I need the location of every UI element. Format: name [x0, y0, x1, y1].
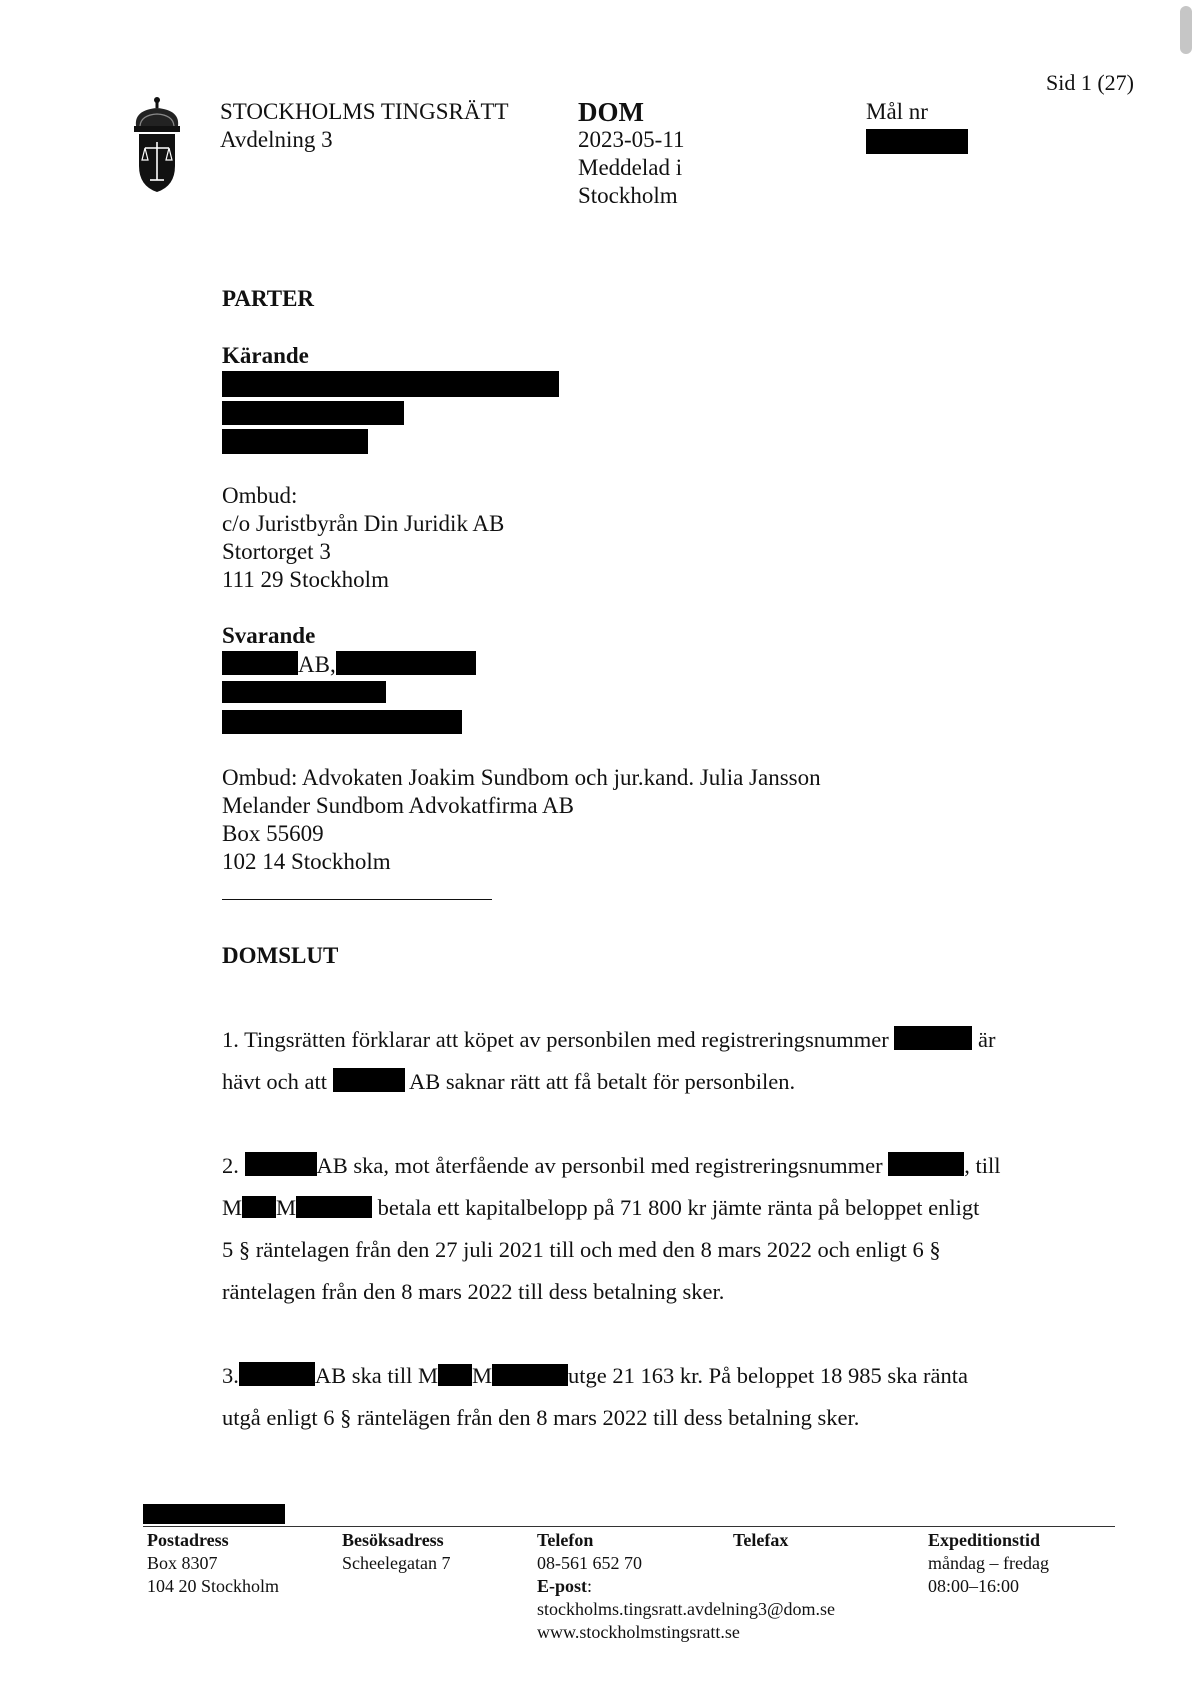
footer-email[interactable]: stockholms.tingsratt.avdelning3@dom.se [537, 1599, 836, 1619]
judgment-heading: DOMSLUT [222, 943, 339, 968]
judgment-date: 2023-05-11 [578, 127, 685, 152]
issued-line-1: Meddelad i [578, 155, 683, 180]
issued-line-2: Stockholm [578, 183, 678, 208]
item-2-line-3: 5 § räntelagen från den 27 juli 2021 till och med den 8 mars 2022 och enligt 6 § [222, 1237, 941, 1262]
footer-email-label-row [537, 1575, 835, 1598]
redaction-plaintiff-name-part [438, 1364, 472, 1386]
item-2-text-a: 2. [222, 1153, 239, 1178]
redaction-plaintiff-city [222, 429, 368, 454]
footer-hours-label: Expeditionstid [928, 1530, 1041, 1550]
redaction-defendant-company [245, 1152, 317, 1176]
defendant-counsel [222, 764, 821, 876]
redaction-plaintiff-name [222, 371, 559, 397]
item-3-line-1 [222, 1355, 1072, 1397]
footer-hours [928, 1529, 1049, 1598]
court-block [220, 98, 509, 154]
footer-postal [147, 1529, 279, 1598]
footer-visit [342, 1529, 450, 1575]
footer-website[interactable]: www.stockholmstingsratt.se [537, 1622, 740, 1642]
plaintiff-counsel-line-2: Stortorget 3 [222, 539, 331, 564]
item-2-line-1 [222, 1145, 1072, 1187]
redaction-case-number [866, 129, 968, 154]
item-1-text-c: hävt och att [222, 1069, 327, 1094]
redaction-defendant-address [222, 681, 386, 703]
court-name: STOCKHOLMS TINGSRÄTT [220, 99, 509, 124]
footer-postal-label: Postadress [147, 1530, 229, 1550]
item-1-text-b: är [977, 1027, 996, 1052]
judgment-item-3 [222, 1355, 1072, 1439]
redaction-plaintiff-name-part [492, 1364, 568, 1386]
scrollbar-thumb[interactable] [1180, 6, 1192, 54]
item-3-text-d: utge 21 163 kr. På beloppet 18 985 ska ränta [568, 1363, 968, 1388]
defendant-counsel-line-1: Ombud: Advokaten Joakim Sundbom och jur.kand. Julia Jansson [222, 765, 821, 790]
item-1-text-a: 1. Tingsrätten förklarar att köpet av personbilen med registreringsnummer [222, 1027, 889, 1052]
footer-visit-line-1: Scheelegatan 7 [342, 1553, 451, 1573]
document-type: DOM [578, 97, 644, 127]
footer-fax [733, 1529, 788, 1552]
defendant-heading: Svarande [222, 623, 316, 648]
item-1-line-2 [222, 1061, 1072, 1103]
case-number-label: Mål nr [866, 99, 928, 124]
plaintiff-counsel-line-1: c/o Juristbyrån Din Juridik AB [222, 511, 505, 536]
item-2-text-f: betala ett kapitalbelopp på 71 800 kr jämte ränta på beloppet enligt [377, 1195, 980, 1220]
item-2-text-b: AB ska, mot återfående av personbil med registreringsnummer [316, 1153, 883, 1178]
footer-email-label: E-post [537, 1576, 588, 1596]
redaction-plaintiff-name-part [242, 1196, 276, 1218]
item-2-text-c: , till [964, 1153, 1001, 1178]
redaction-registration-number [888, 1152, 964, 1176]
item-2-line-4: räntelagen från den 8 mars 2022 till dess betalning sker. [222, 1279, 725, 1304]
redaction-registration-number [894, 1026, 972, 1050]
judgment-item-1 [222, 1019, 1072, 1103]
footer-phone-number: 08-561 652 70 [537, 1553, 642, 1573]
item-3-line-2: utgå enligt 6 § räntelägen från den 8 mars 2022 till dess betalning sker. [222, 1405, 860, 1430]
plaintiff-counsel [222, 482, 504, 594]
footer-hours-days: måndag – fredag [928, 1553, 1049, 1573]
item-2-text-d: M [222, 1195, 243, 1220]
item-1-line-1 [222, 1019, 1072, 1061]
defendant-counsel-line-3: Box 55609 [222, 821, 324, 846]
redaction-document-id [143, 1504, 285, 1524]
redaction-defendant-company [239, 1362, 315, 1386]
footer-phone-label: Telefon [537, 1530, 594, 1550]
parties-heading: PARTER [222, 286, 315, 311]
item-3-text-b: AB ska till M [314, 1363, 439, 1388]
defendant-counsel-line-2: Melander Sundbom Advokatfirma AB [222, 793, 574, 818]
redaction-plaintiff-address [222, 401, 404, 425]
redaction-plaintiff-name-part [296, 1196, 372, 1218]
defendant-company-suffix: AB, [298, 652, 336, 677]
judgment-item-2 [222, 1145, 1072, 1313]
footer-divider [143, 1526, 1115, 1527]
section-divider [222, 899, 492, 900]
item-2-text-e: M [276, 1195, 297, 1220]
judgment-meta [578, 98, 684, 210]
item-3-text-a: 3. [222, 1363, 239, 1388]
item-3-text-c: M [472, 1363, 493, 1388]
item-1-text-d: AB saknar rätt att få betalt för personbilen. [408, 1069, 796, 1094]
plaintiff-heading: Kärande [222, 343, 309, 368]
redaction-defendant-orgnr [336, 651, 476, 675]
plaintiff-counsel-label: Ombud: [222, 483, 298, 508]
redaction-defendant-company [222, 651, 298, 675]
footer-email-colon: : [587, 1576, 593, 1596]
footer-visit-label: Besöksadress [342, 1530, 444, 1550]
court-division: Avdelning 3 [220, 127, 333, 152]
redaction-defendant-company [333, 1068, 405, 1092]
page-number: Sid 1 (27) [1046, 70, 1134, 95]
redaction-defendant-city [222, 710, 462, 734]
footer-phone [537, 1529, 835, 1644]
court-coat-of-arms-icon [130, 96, 184, 194]
plaintiff-counsel-line-3: 111 29 Stockholm [222, 567, 389, 592]
defendant-name-line [222, 651, 476, 679]
footer-postal-line-2: 104 20 Stockholm [147, 1576, 280, 1596]
item-2-line-2 [222, 1187, 1072, 1229]
footer-fax-label: Telefax [733, 1530, 789, 1550]
footer-postal-line-1: Box 8307 [147, 1553, 218, 1573]
defendant-counsel-line-4: 102 14 Stockholm [222, 849, 391, 874]
case-number-block [866, 98, 928, 126]
footer-hours-time: 08:00–16:00 [928, 1576, 1020, 1596]
